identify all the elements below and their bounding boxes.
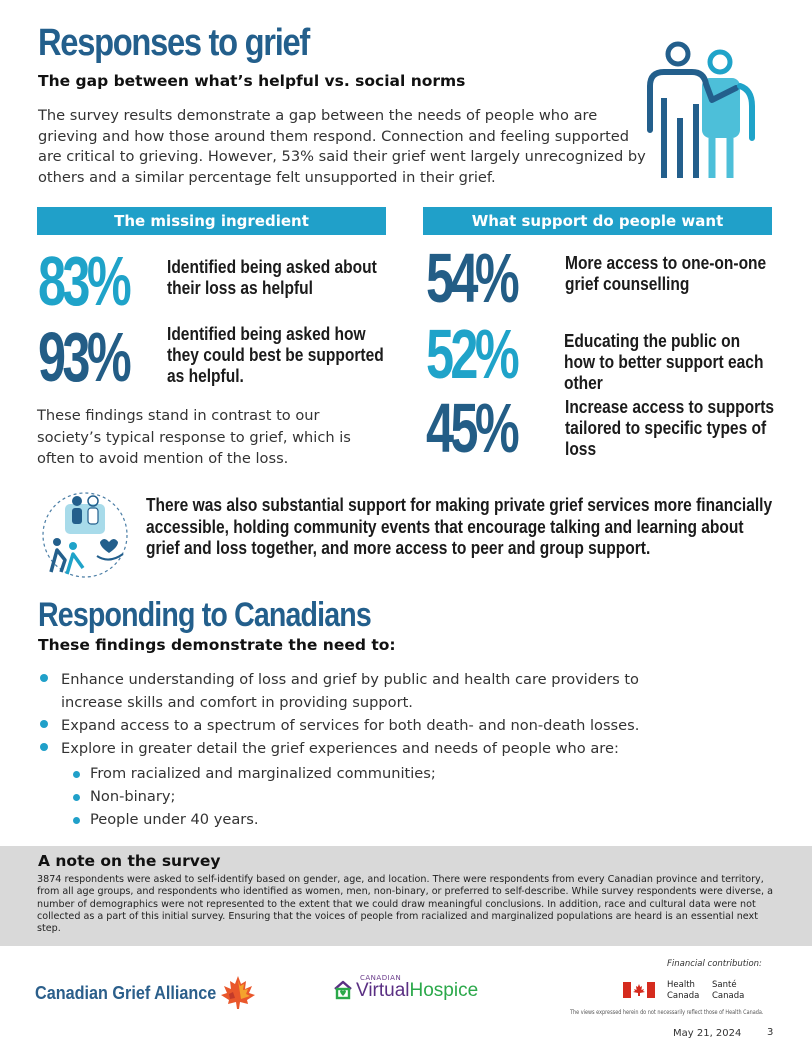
canada-flag-icon xyxy=(623,982,655,998)
stat-value: 54% xyxy=(426,239,517,317)
bullet-icon xyxy=(73,817,80,824)
page-title: Responses to grief xyxy=(38,22,309,64)
stat-value: 45% xyxy=(426,389,517,467)
stat-description: More access to one-on-one grief counselling xyxy=(565,252,767,294)
page-subtitle: The gap between what’s helpful vs. social norms xyxy=(38,72,466,90)
sub-list-item: From racialized and marginalized communities; xyxy=(38,762,678,785)
stat-value: 52% xyxy=(426,315,517,393)
support-wanted-heading: What support do people want xyxy=(423,207,772,235)
page-number: 3 xyxy=(767,1027,774,1038)
list-item: Expand access to a spectrum of services for both death- and non-death losses. xyxy=(38,714,678,737)
stat-description: Increase access to supports tailored to specific types of loss xyxy=(565,396,775,459)
bullet-icon xyxy=(40,674,48,682)
canadian-grief-alliance-logo: Canadian Grief Alliance xyxy=(35,975,236,1011)
stat-description: Identified being asked how they could best be supported as helpful. xyxy=(167,323,384,386)
virtual-hospice-icon xyxy=(333,980,353,1000)
survey-note-title: A note on the survey xyxy=(38,852,221,870)
intro-paragraph: The survey results demonstrate a gap between the needs of people who are grieving and how those around them respond. Connection and feeling supported are critical to grieving. However, 53% said their grief went largely unrecognized by others and a similar percentage felt unsupported in their grief. xyxy=(38,107,646,186)
disclaimer: The views expressed herein do not necessarily reflect those of Health Canada. xyxy=(570,1009,764,1016)
sub-list xyxy=(38,762,678,831)
bullet-icon xyxy=(73,771,80,778)
community-icon xyxy=(37,490,132,580)
publication-date: May 21, 2024 xyxy=(673,1028,742,1039)
stat-value: 93% xyxy=(38,318,129,396)
health-canada-en: Health Canada xyxy=(667,980,700,1001)
section-title: Responding to Canadians xyxy=(38,596,371,634)
bullet-icon xyxy=(40,720,48,728)
section-subtitle: These findings demonstrate the need to: xyxy=(38,636,396,654)
sub-list-item: Non-binary; xyxy=(38,785,678,808)
list-item: Explore in greater detail the grief experiences and needs of people who are: xyxy=(38,737,678,760)
sub-list-item: People under 40 years. xyxy=(38,808,678,831)
contrast-paragraph: These findings stand in contrast to our society’s typical response to grief, which is often to avoid mention of the loss. xyxy=(37,407,351,467)
people-icon xyxy=(640,38,778,184)
survey-note-text: 3874 respondents were asked to self-identify based on gender, age, and location. There were respondents from every Canadian province and territory, from all age groups, and respondents who identified as women, men, non-binary, or preferred to self-describe. While survey respondents were diverse, a number of demographics were not represented to the extent that we could draw meaningful conclusions. In addition, race and cultural data were not collected as a part of this initial survey. Ensuring that the voices of people from racialized and marginalized populations are heard is an essential next step. xyxy=(37,874,773,935)
financial-contribution-label: Financial contribution: xyxy=(667,959,762,969)
bullet-icon xyxy=(40,743,48,751)
needs-list xyxy=(38,668,678,831)
stat-description: Identified being asked about their loss as helpful xyxy=(167,256,377,298)
bullet-icon xyxy=(73,794,80,801)
stat-description: Educating the public on how to better support each other xyxy=(564,330,764,393)
list-item: Enhance understanding of loss and grief by public and health care providers to increase skills and comfort in providing support. xyxy=(38,668,678,714)
support-note: There was also substantial support for making private grief services more financially accessible, holding community events that encourage talking and learning about grief and loss together, and more access to peer and group support. xyxy=(146,494,773,558)
maple-leaf-icon xyxy=(219,974,257,1010)
stat-value: 83% xyxy=(38,242,129,320)
health-canada-fr: Santé Canada xyxy=(712,980,745,1001)
missing-ingredient-heading: The missing ingredient xyxy=(37,207,386,235)
